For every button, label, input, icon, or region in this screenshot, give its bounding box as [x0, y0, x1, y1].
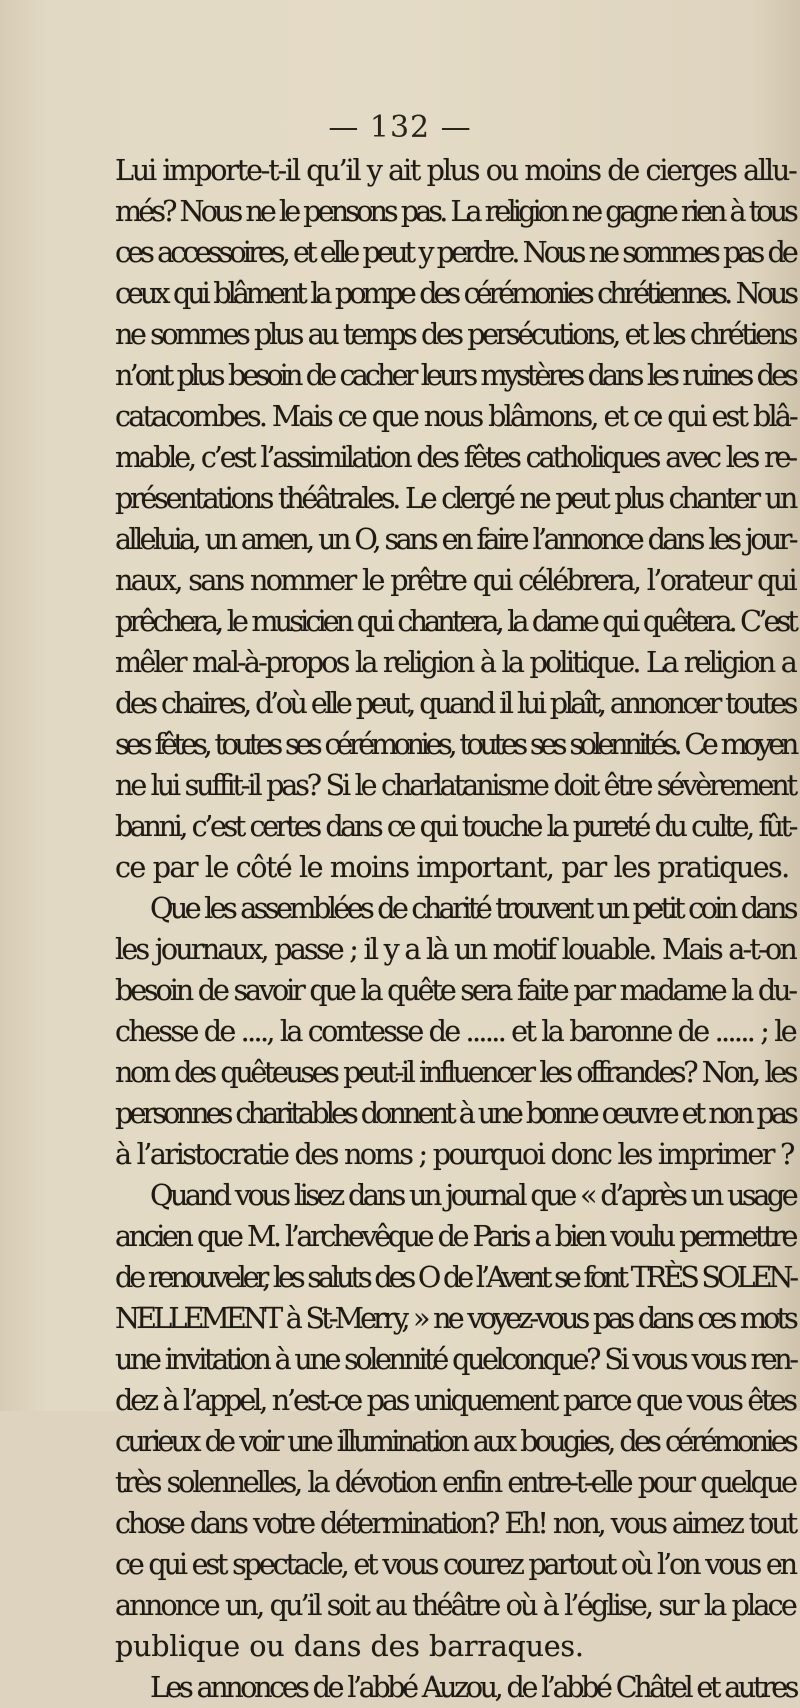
- text-line: de renouveler, les saluts des O de l’Avent se font TRÈS SOLEN-: [115, 1260, 795, 1294]
- text-line: més? Nous ne le pensons pas. La religion ne gagne rien à tous: [115, 194, 795, 228]
- text-line: chose dans votre détermination? Eh! non, vous aimez tout: [115, 1506, 795, 1540]
- text-line: n’ont plus besoin de cacher leurs mystères dans les ruines des: [115, 358, 795, 392]
- text-line: présentations théâtrales. Le clergé ne peut plus chanter un: [115, 481, 795, 515]
- text-line: des chaires, d’où elle peut, quand il lui plaît, annoncer toutes: [115, 686, 795, 720]
- text-line: chesse de ...., la comtesse de ...... et la baronne de ...... ; le: [115, 1014, 795, 1048]
- text-line: publique ou dans des barraques.: [115, 1629, 584, 1663]
- text-line: mable, c’est l’assimilation des fêtes catholiques avec les re-: [115, 440, 795, 474]
- text-line: ne lui suffit-il pas? Si le charlatanisme doit être sévèrement: [115, 768, 795, 802]
- text-line: curieux de voir une illumination aux bougies, des cérémonies: [115, 1424, 795, 1458]
- text-line: NELLEMENT à St-Merry, » ne voyez-vous pas dans ces mots: [115, 1301, 795, 1335]
- text-line: ceux qui blâment la pompe des cérémonies chrétiennes. Nous: [115, 276, 795, 310]
- text-line: ses fêtes, toutes ses cérémonies, toutes ses solennités. Ce moyen: [115, 727, 795, 761]
- page-number: — 132 —: [328, 110, 472, 145]
- text-line: banni, c’est certes dans ce qui touche la pureté du culte, fût-: [115, 809, 795, 843]
- text-line: Quand vous lisez dans un journal que « d’après un usage: [150, 1178, 796, 1212]
- text-line: besoin de savoir que la quête sera faite par madame la du-: [115, 973, 795, 1007]
- text-line: ancien que M. l’archevêque de Paris a bien voulu permettre: [115, 1219, 795, 1253]
- text-line: Lui importe-t-il qu’il y ait plus ou moins de cierges allu-: [115, 153, 796, 187]
- text-line: Les annonces de l’abbé Auzou, de l’abbé Châtel et autres: [150, 1670, 797, 1704]
- text-line: nom des quêteuses peut-il influencer les offrandes? Non, les: [115, 1055, 795, 1089]
- text-line: une invitation à une solennité quelconque? Si vous vous ren-: [115, 1342, 796, 1376]
- text-line: ce qui est spectacle, et vous courez partout où l’on vous en: [115, 1547, 795, 1581]
- text-line: prêchera, le musicien qui chantera, la dame qui quêtera. C’est: [115, 604, 795, 638]
- text-line: annonce un, qu’il soit au théâtre où à l’église, sur la place: [115, 1588, 795, 1622]
- text-line: à l’aristocratie des noms ; pourquoi donc les imprimer ?: [115, 1137, 793, 1171]
- text-line: naux, sans nommer le prêtre qui célébrera, l’orateur qui: [115, 563, 795, 597]
- text-line: mêler mal-à-propos la religion à la politique. La religion a: [115, 645, 795, 679]
- text-line: ne sommes plus au temps des persécutions, et les chrétiens: [115, 317, 795, 351]
- text-line: très solennelles, la dévotion enfin entre-t-elle pour quelque: [115, 1465, 795, 1499]
- text-line: alleluia, un amen, un O, sans en faire l’annonce dans les jour-: [115, 522, 795, 556]
- body-text: [115, 150, 795, 1708]
- text-line: les journaux, passe ; il y a là un motif louable. Mais a-t-on: [115, 932, 795, 966]
- text-line: Que les assemblées de charité trouvent un petit coin dans: [150, 891, 795, 925]
- text-line: personnes charitables donnent à une bonne œuvre et non pas: [115, 1096, 795, 1130]
- text-line: ce par le côté le moins important, par les pratiques.: [115, 850, 789, 884]
- text-line: ces accessoires, et elle peut y perdre. Nous ne sommes pas de: [115, 235, 795, 269]
- text-line: dez à l’appel, n’est-ce pas uniquement parce que vous êtes: [115, 1383, 795, 1417]
- text-line: catacombes. Mais ce que nous blâmons, et ce qui est blâ-: [115, 399, 796, 433]
